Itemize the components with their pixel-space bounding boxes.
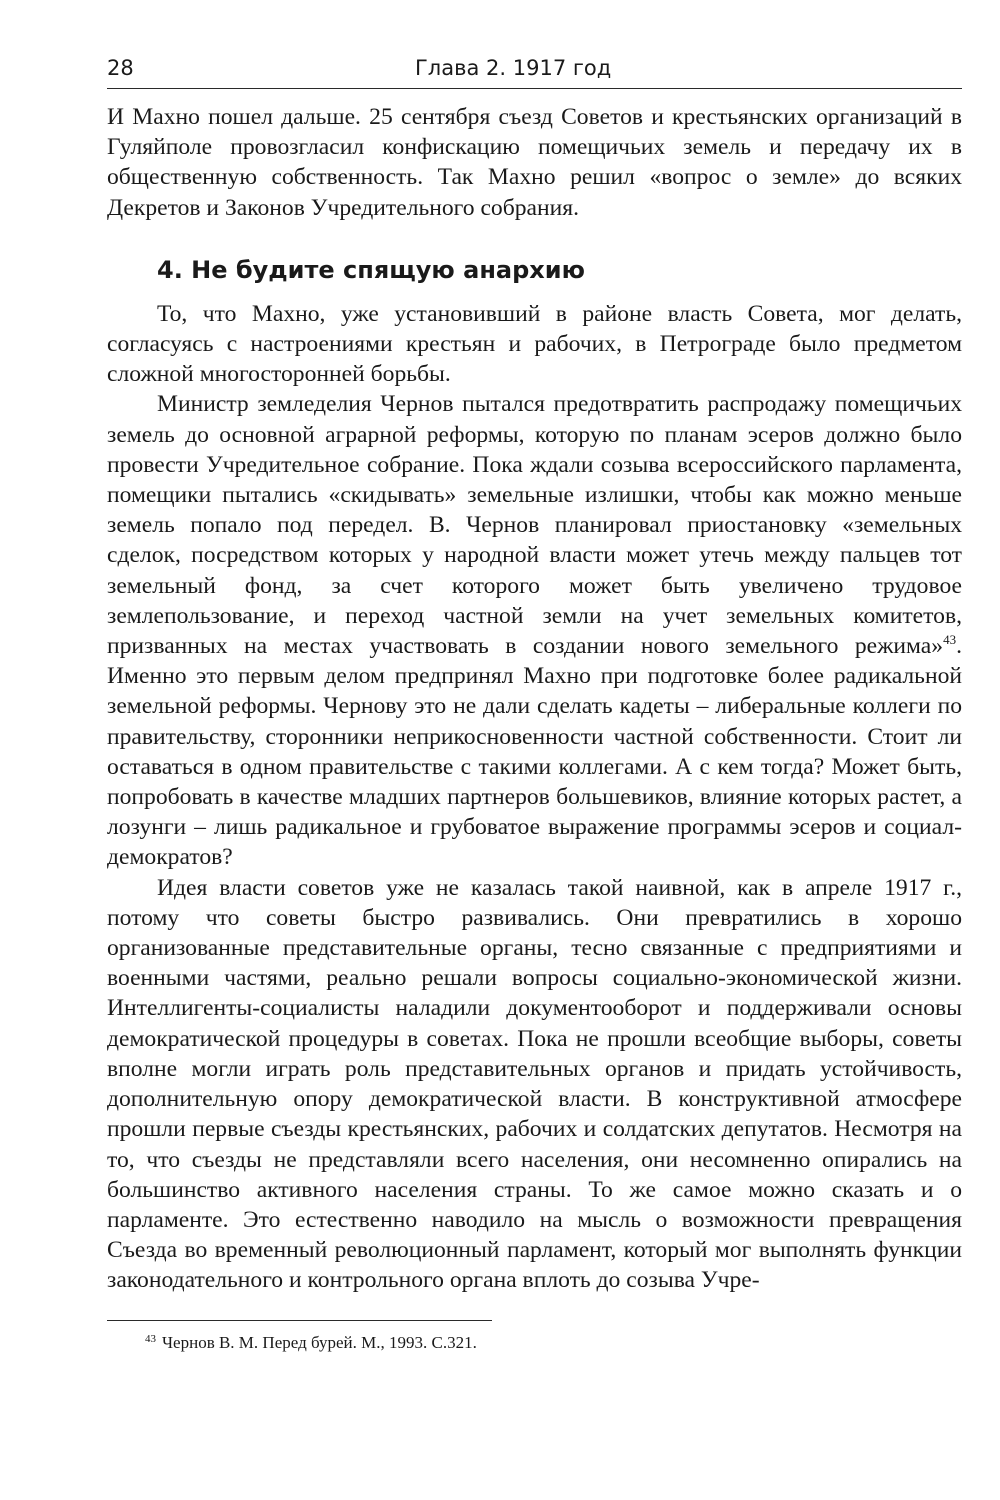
section-heading: 4. Не будите спящую анархию <box>157 255 585 284</box>
footnote-divider <box>107 1320 492 1321</box>
section-paragraph-2 <box>107 389 962 872</box>
chapter-title: Глава 2. 1917 год <box>415 56 612 80</box>
page-number: 28 <box>107 56 134 80</box>
footnote-reference: 43 <box>943 632 957 648</box>
book-page <box>107 52 962 1472</box>
paragraph-2-text-b: . Именно это первым делом предпринял Махно при подготовке более радикальной земельной реформы. Чернову это не дали сделать кадеты – либеральные коллеги по правительству, сторонники неприкосновенности частной собственности. Стоит ли оставаться в одном правительстве с такими коллегами. А с кем тогда? Может быть, попробовать в качестве младших партнеров большевиков, влияние которых растет, а лозунги – лишь радикальное и грубоватое выражение программы эсеров и социал-демократов? <box>107 633 962 871</box>
footnote-number: 43 <box>145 1332 156 1345</box>
running-header <box>107 52 962 89</box>
section-paragraph-3: Идея власти советов уже не казалась такой наивной, как в апреле 1917 г., потому что советы быстро развивались. Они превратились в хорошо организованные представительные органы, тесно связанные с предприятиями и военными частями, реально решали вопросы социально-экономической жизни. Интеллигенты-социалисты наладили документооборот и поддерживали основы демократической процедуры в советах. Пока не прошли всеобщие выборы, советы вполне могли играть роль представительных органов и придать устойчивость, дополнительную опору демократической власти. В конструктивной атмосфере прошли первые съезды крестьянских, рабочих и солдатских депутатов. Несмотря на то, что съезды не представляли всего населения, они несомненно опирались на большинство активного населения страны. То же самое можно сказать и о парламенте. Это естественно наводило на мысль о возможности превращения Съезда во временный революционный парламент, который мог выполнять функции законодательного и контрольного органа вплоть до созыва Учре- <box>107 874 962 1294</box>
section-paragraph-1: То, что Махно, уже установивший в районе власть Совета, мог делать, согласуясь с настроениями крестьян и рабочих, в Петрограде было предметом сложной многосторонней борьбы. <box>107 300 962 388</box>
paragraph-2-text-a: Министр земледелия Чернов пытался предотвратить распродажу помещичьих земель до основной аграрной реформы, которую по планам эсеров должно было провести Учредительное собрание. Пока ждали созыва всероссийского парламента, помещики пытались «скидывать» земельные излишки, чтобы как можно меньше земель попало под передел. В. Чернов планировал приостановку «земельных сделок, посредством которых у народной власти может утечь между пальцев тот земельный фонд, за счет которого может быть увеличено трудовое землепользование, и переход частной земли на учет земельных комитетов, призванных на местах участвовать в создании нового земельного режима» <box>107 391 962 660</box>
footnote <box>145 1333 962 1353</box>
intro-paragraph: И Махно пошел дальше. 25 сентября съезд Советов и крестьянских организаций в Гуляйполе провозгласил конфискацию помещичьих земель и передачу их в общественную собственность. Так Махно решил «вопрос о земле» до всяких Декретов и Законов Учредительного собрания. <box>107 104 962 221</box>
footnote-text: Чернов В. М. Перед бурей. М., 1993. С.321. <box>162 1332 477 1352</box>
